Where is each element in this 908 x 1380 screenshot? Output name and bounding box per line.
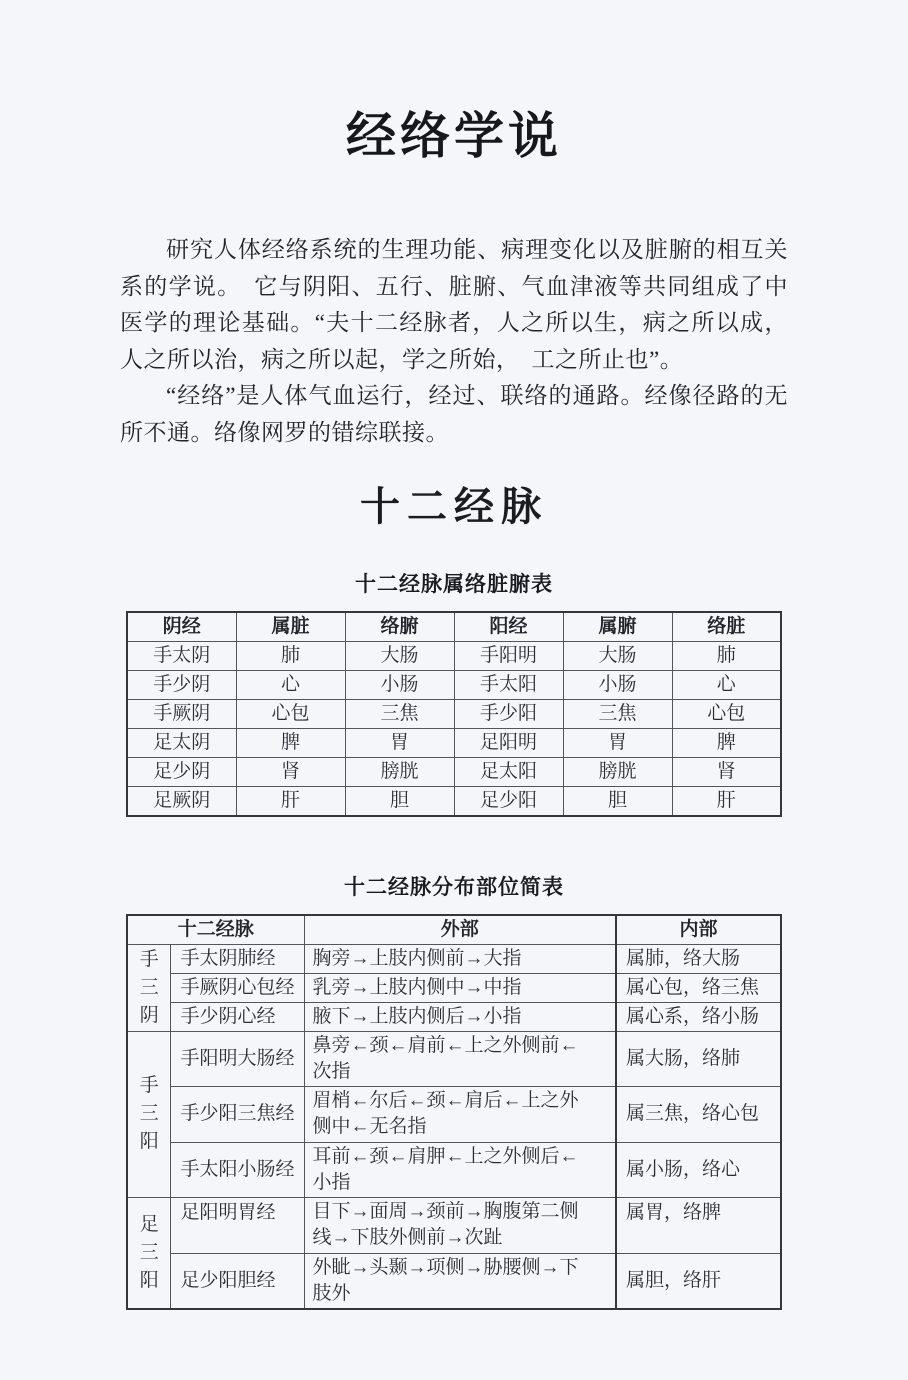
internal-relation: 属心包，络三焦	[616, 973, 781, 1002]
table1-header-cell: 属脏	[236, 612, 345, 642]
external-path: 外眦→头颞→项侧→胁腰侧→下肢外	[304, 1253, 616, 1309]
table1-header-cell: 阴经	[127, 612, 236, 642]
table-cell: 心	[672, 670, 781, 699]
table-cell: 肝	[236, 786, 345, 816]
table-cell: 大肠	[563, 641, 672, 670]
meridian-organ-table	[126, 611, 782, 817]
group-label-cell	[127, 1031, 171, 1197]
internal-relation: 属心系，络小肠	[616, 1002, 781, 1031]
table-cell: 手少阴	[127, 670, 236, 699]
meridian-name: 手太阳小肠经	[171, 1142, 304, 1197]
paragraph: 研究人体经络系统的生理功能、病理变化以及脏腑的相互关系的学说。 它与阴阳、五行、脏腑、气血津液等共同组成了中医学的理论基础。“夫十二经脉者，人之所以生，病之所以成，人之所以治，病之所以起，学之所始， 工之所止也”。	[120, 237, 788, 372]
table-cell: 肺	[236, 641, 345, 670]
external-path: 耳前←颈←肩胛←上之外侧后←小指	[304, 1142, 616, 1197]
meridian-distribution-table	[126, 914, 782, 1310]
table-row	[127, 1086, 781, 1142]
group-label-cell	[127, 944, 171, 1031]
table1-header-cell: 络脏	[672, 612, 781, 642]
paragraph: “经络”是人体气血运行，经过、联络的通路。经像径路的无所不通。络像网罗的错综联接。	[120, 383, 788, 445]
table-cell: 胃	[345, 728, 454, 757]
internal-relation: 属小肠，络心	[616, 1142, 781, 1197]
table-cell: 足厥阴	[127, 786, 236, 816]
section-heading: 十二经脉	[360, 483, 548, 529]
group-label: 手三阳	[139, 1075, 159, 1153]
document-page	[0, 100, 908, 1380]
table1-caption: 十二经脉属络脏腑表	[355, 571, 553, 596]
table-cell: 手厥阴	[127, 699, 236, 728]
group-label-cell	[127, 1197, 171, 1309]
table-cell: 肾	[672, 757, 781, 786]
meridian-name: 手少阳三焦经	[171, 1086, 304, 1142]
external-path: 鼻旁←颈←肩前←上之外侧前←次指	[304, 1031, 616, 1086]
meridian-name: 手厥阴心包经	[171, 973, 304, 1002]
table-row	[127, 1142, 781, 1197]
external-path: 目下→面周→颈前→胸腹第二侧线→下肢外侧前→次趾	[304, 1197, 616, 1253]
table-cell: 手少阳	[454, 699, 563, 728]
table-cell: 肝	[672, 786, 781, 816]
table-cell: 小肠	[345, 670, 454, 699]
table-cell: 脾	[236, 728, 345, 757]
table-cell: 膀胱	[345, 757, 454, 786]
table-cell: 小肠	[563, 670, 672, 699]
table-row	[127, 670, 781, 699]
table-row	[127, 1002, 781, 1031]
table-cell: 肾	[236, 757, 345, 786]
table-cell: 胆	[345, 786, 454, 816]
external-path: 乳旁→上肢内侧中→中指	[304, 973, 616, 1002]
table-cell: 胃	[563, 728, 672, 757]
group-label: 足三阳	[139, 1213, 159, 1291]
meridian-name: 手太阴肺经	[171, 944, 304, 973]
table-cell: 脾	[672, 728, 781, 757]
table-cell: 足太阳	[454, 757, 563, 786]
table1-header-cell: 络腑	[345, 612, 454, 642]
internal-relation: 属大肠，络肺	[616, 1031, 781, 1086]
table-cell: 手太阳	[454, 670, 563, 699]
meridian-name: 足少阳胆经	[171, 1253, 304, 1309]
external-path: 眉梢←尔后←颈←肩后←上之外侧中←无名指	[304, 1086, 616, 1142]
table1-header-cell: 属腑	[563, 612, 672, 642]
table-cell: 三焦	[563, 699, 672, 728]
table-cell: 大肠	[345, 641, 454, 670]
table-cell: 手太阴	[127, 641, 236, 670]
table-cell: 足少阳	[454, 786, 563, 816]
table-row	[127, 944, 781, 973]
table-cell: 心	[236, 670, 345, 699]
table2-header-internal: 内部	[616, 915, 781, 945]
internal-relation: 属三焦，络心包	[616, 1086, 781, 1142]
external-path: 腋下→上肢内侧后→小指	[304, 1002, 616, 1031]
table-header-row	[127, 915, 781, 945]
meridian-name: 手少阴心经	[171, 1002, 304, 1031]
table-cell: 足阳明	[454, 728, 563, 757]
internal-relation: 属肺，络大肠	[616, 944, 781, 973]
intro-text	[120, 232, 788, 452]
table-cell: 三焦	[345, 699, 454, 728]
table-cell: 心包	[672, 699, 781, 728]
table-row	[127, 973, 781, 1002]
external-path: 胸旁→上肢内侧前→大指	[304, 944, 616, 973]
table-row	[127, 728, 781, 757]
table-cell: 手阳明	[454, 641, 563, 670]
table-row	[127, 1031, 781, 1086]
table2-header-meridian: 十二经脉	[127, 915, 304, 945]
table-row	[127, 757, 781, 786]
table-row	[127, 786, 781, 816]
internal-relation: 属胆，络肝	[616, 1253, 781, 1309]
table1-header-cell: 阳经	[454, 612, 563, 642]
table-row	[127, 1253, 781, 1309]
table-cell: 足太阴	[127, 728, 236, 757]
table-cell: 足少阴	[127, 757, 236, 786]
meridian-name: 足阳明胃经	[171, 1197, 304, 1253]
table2-header-external: 外部	[304, 915, 616, 945]
meridian-name: 手阳明大肠经	[171, 1031, 304, 1086]
table2-caption: 十二经脉分布部位简表	[344, 874, 564, 899]
table-row	[127, 641, 781, 670]
table-cell: 胆	[563, 786, 672, 816]
table-row	[127, 1197, 781, 1253]
table-row	[127, 699, 781, 728]
internal-relation: 属胃，络脾	[616, 1197, 781, 1253]
table-cell: 肺	[672, 641, 781, 670]
group-label: 手三阴	[139, 948, 159, 1026]
page-title: 经络学说	[346, 108, 562, 164]
table-cell: 膀胱	[563, 757, 672, 786]
table-cell: 心包	[236, 699, 345, 728]
table-header-row	[127, 612, 781, 642]
